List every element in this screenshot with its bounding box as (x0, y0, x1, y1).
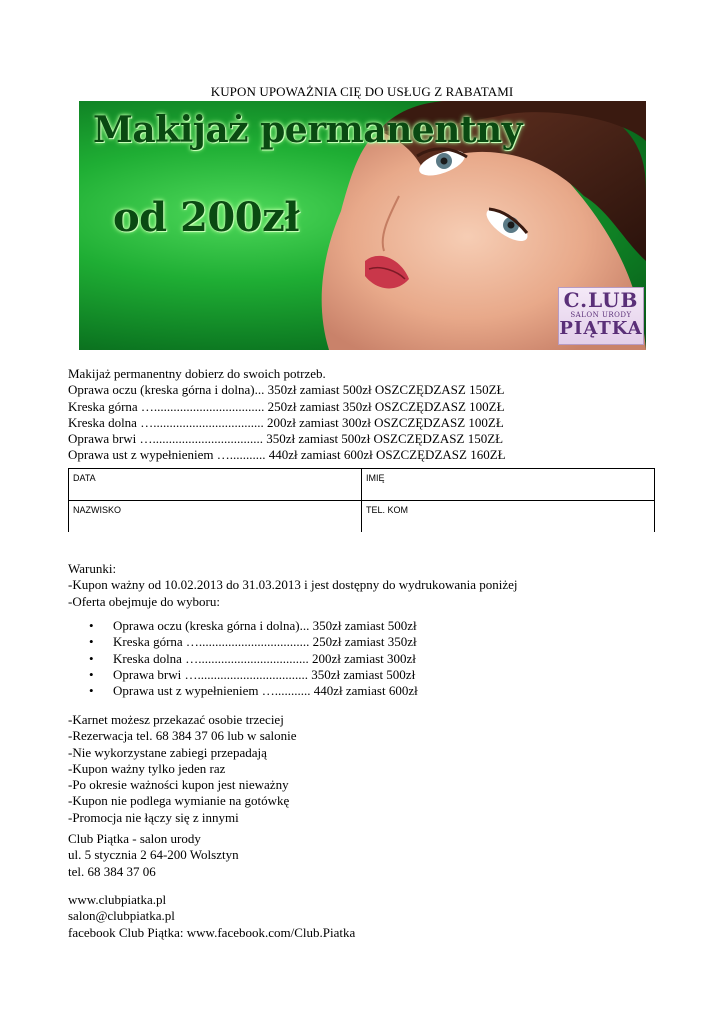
offer-section (68, 366, 506, 464)
address-section (68, 831, 239, 880)
service-bullet-list (89, 618, 418, 699)
list-item: • Kreska dolna ….................................. 200zł zamiast 300zł (89, 651, 418, 667)
phone-label: TEL. KOM (366, 505, 409, 515)
last-name-label: NAZWISKO (73, 505, 122, 515)
note-line: -Kupon ważny tylko jeden raz (68, 760, 226, 776)
first-name-label: IMIĘ (366, 473, 385, 483)
banner-headline: Makijaż permanentny (93, 109, 523, 151)
notes-section (68, 712, 297, 826)
offer-line: Oprawa ust z wypełnieniem …........... 440zł zamiast 600zł OSZCZĘDZASZ 160ZŁ (68, 447, 506, 463)
note-line: -Promocja nie łączy się z innymi (68, 809, 239, 825)
promo-banner (79, 101, 646, 350)
offer-line: Kreska dolna ….................................. 200zł zamiast 300zł OSZCZĘDZASZ 100ZŁ (68, 414, 504, 430)
banner-price: od 200zł (113, 194, 300, 241)
offer-line: Oprawa oczu (kreska górna i dolna)... 350zł zamiast 500zł OSZCZĘDZASZ 150ZŁ (68, 382, 505, 398)
club-piatka-logo (558, 287, 644, 345)
conditions-section (68, 561, 518, 610)
conditions-validity: -Kupon ważny od 10.02.2013 do 31.03.2013 i jest dostępny do wydrukowania poniżej (68, 577, 518, 593)
note-line: -Karnet możesz przekazać osobie trzeciej (68, 712, 284, 727)
facebook-link[interactable]: facebook Club Piątka: www.facebook.com/Club.Piatka (68, 924, 356, 940)
note-line: -Rezerwacja tel. 68 384 37 06 lub w salonie (68, 728, 297, 744)
coupon-form-table (68, 468, 655, 532)
page-title: KUPON UPOWAŻNIA CIĘ DO USŁUG Z RABATAMI (210, 84, 514, 99)
logo-bottom-text: PIĄTKA (559, 318, 643, 339)
salon-name: Club Piątka - salon urody (68, 831, 201, 846)
list-item: • Oprawa oczu (kreska górna i dolna)... 350zł zamiast 500zł (89, 618, 418, 634)
conditions-choice: -Oferta obejmuje do wyboru: (68, 593, 220, 609)
last-name-field[interactable] (69, 501, 362, 533)
phone-field[interactable] (362, 501, 655, 533)
offer-intro: Makijaż permanentny dobierz do swoich potrzeb. (68, 366, 326, 381)
street-address: ul. 5 stycznia 2 64-200 Wolsztyn (68, 847, 239, 863)
contact-section (68, 892, 355, 941)
note-line: -Kupon nie podlega wymianie na gotówkę (68, 793, 290, 809)
conditions-heading: Warunki: (68, 561, 117, 576)
logo-sub-text: SALON URODY (570, 311, 632, 319)
date-label: DATA (73, 473, 96, 483)
offer-line: Kreska górna ….................................. 250zł zamiast 350zł OSZCZĘDZASZ 100ZŁ (68, 398, 505, 414)
list-item: • Oprawa brwi ….................................. 350zł zamiast 500zł (89, 667, 418, 683)
date-field[interactable] (69, 469, 362, 501)
list-item: • Oprawa ust z wypełnieniem …........... 440zł zamiast 600zł (89, 683, 418, 699)
note-line: -Nie wykorzystane zabiegi przepadają (68, 744, 267, 760)
first-name-field[interactable] (362, 469, 655, 501)
phone-number: tel. 68 384 37 06 (68, 863, 156, 879)
offer-line: Oprawa brwi ….................................. 350zł zamiast 500zł OSZCZĘDZASZ 150ZŁ (68, 431, 504, 447)
list-item: • Kreska górna ….................................. 250zł zamiast 350zł (89, 634, 418, 650)
website-link[interactable]: www.clubpiatka.pl (68, 892, 167, 907)
note-line: -Po okresie ważności kupon jest nieważny (68, 777, 289, 793)
logo-top-text: C.LUB (563, 288, 639, 312)
email-link[interactable]: salon@clubpiatka.pl (68, 908, 175, 924)
